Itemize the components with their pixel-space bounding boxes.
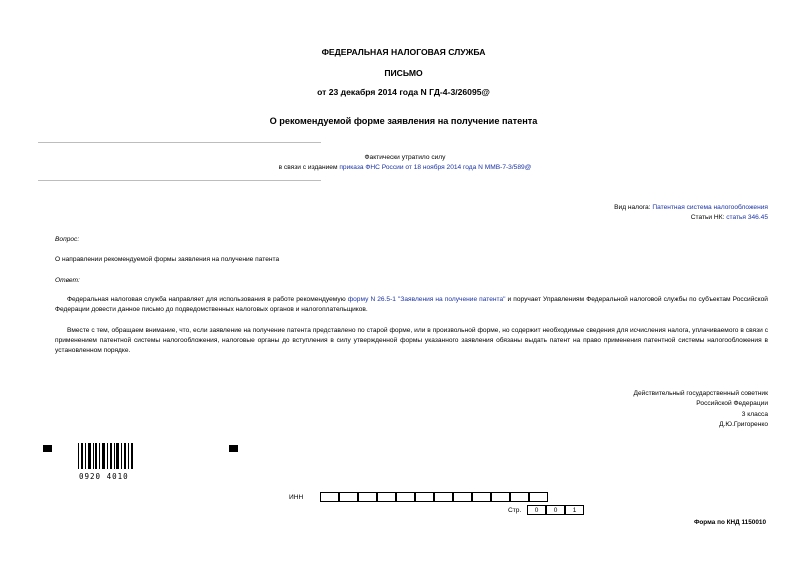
inn-label: ИНН <box>289 494 304 501</box>
page-digit-cell: 0 <box>546 505 565 515</box>
status-prefix: в связи с изданием <box>278 164 340 171</box>
divider-top <box>38 142 321 143</box>
inn-cell[interactable] <box>396 492 415 502</box>
page-digit-cell: 0 <box>527 505 546 515</box>
signature-class: 3 класса <box>741 410 768 418</box>
question-text: О направлении рекомендуемой формы заявления на получение патента <box>55 256 280 263</box>
answer-p1-start: Федеральная налоговая служба направляет для использования в работе рекомендуемую <box>67 296 348 303</box>
answer-p1-end: и поручает Управлениям Федеральной налоговой службы по субъектам Российской Федерации довести данное письмо до подведомственных налоговых органов и налогоплательщиков. <box>55 296 768 313</box>
document-date-number: от 23 декабря 2014 года N ГД-4-3/26095@ <box>317 87 490 97</box>
status-line-1: Фактически утратило силу <box>364 154 446 161</box>
answer-paragraph-2 <box>55 326 768 356</box>
inn-cell[interactable] <box>358 492 377 502</box>
form-marker-left <box>43 445 52 452</box>
signature-title-2: Российской Федерации <box>696 400 768 408</box>
inn-cell[interactable] <box>472 492 491 502</box>
form-marker-right <box>229 445 238 452</box>
answer-label: Ответ: <box>55 277 80 284</box>
inn-cell[interactable] <box>415 492 434 502</box>
inn-cell[interactable] <box>510 492 529 502</box>
divider-bottom <box>38 180 321 181</box>
signature-block <box>634 389 768 430</box>
inn-cell[interactable] <box>529 492 548 502</box>
inn-cell[interactable] <box>377 492 396 502</box>
inn-cell[interactable] <box>491 492 510 502</box>
tax-type-label: Вид налога: <box>614 204 653 211</box>
superseding-order-link[interactable]: приказа ФНС России от 18 ноября 2014 года N ММВ-7-3/589@ <box>339 164 532 171</box>
agency-name: ФЕДЕРАЛЬНАЯ НАЛОГОВАЯ СЛУЖБА <box>321 47 486 57</box>
page-digit-cell: 1 <box>565 505 584 515</box>
article-link[interactable]: статья 346.45 <box>726 214 768 221</box>
status-line-2 <box>0 163 807 173</box>
document-type: ПИСЬМО <box>384 68 423 78</box>
answer-paragraph-1 <box>55 295 768 315</box>
tax-code-articles <box>691 213 768 223</box>
articles-label: Статьи НК: <box>690 214 727 221</box>
signatory-name: Д.Ю.Григоренко <box>719 420 768 428</box>
inn-cell[interactable] <box>339 492 358 502</box>
signature-title-1: Действительный государственный советник <box>633 390 768 397</box>
page-number-cells <box>527 505 585 515</box>
inn-cell[interactable] <box>453 492 472 502</box>
inn-cell[interactable] <box>320 492 339 502</box>
form-26-5-1-link[interactable]: форму N 26.5-1 "Заявления на получение патента" <box>347 296 506 303</box>
page-label: Стр. <box>508 507 522 514</box>
form-code: Форма по КНД 1150010 <box>693 519 766 526</box>
barcode-image <box>78 443 136 474</box>
tax-type-link[interactable]: Патентная система налогообложения <box>652 204 768 211</box>
question-label: Вопрос: <box>55 236 80 243</box>
document-title: О рекомендуемой форме заявления на получение патента <box>269 116 538 126</box>
inn-cells[interactable] <box>320 492 548 502</box>
answer-p2-text: Вместе с тем, обращаем внимание, что, если заявление на получение патента представлено по старой форме, или в произвольной форме, но содержит необходимые сведения для исчисления налога, уплачиваемого в связи с применением патентной системы налогообложения, налоговые органы до вступления в силу утвержденной формы указанного заявления обязаны выдать патент на право применения патентной системы налогообложения в установленном порядке. <box>55 327 768 354</box>
tax-type <box>614 203 768 213</box>
inn-cell[interactable] <box>434 492 453 502</box>
barcode-number: 0920 4010 <box>79 472 129 481</box>
